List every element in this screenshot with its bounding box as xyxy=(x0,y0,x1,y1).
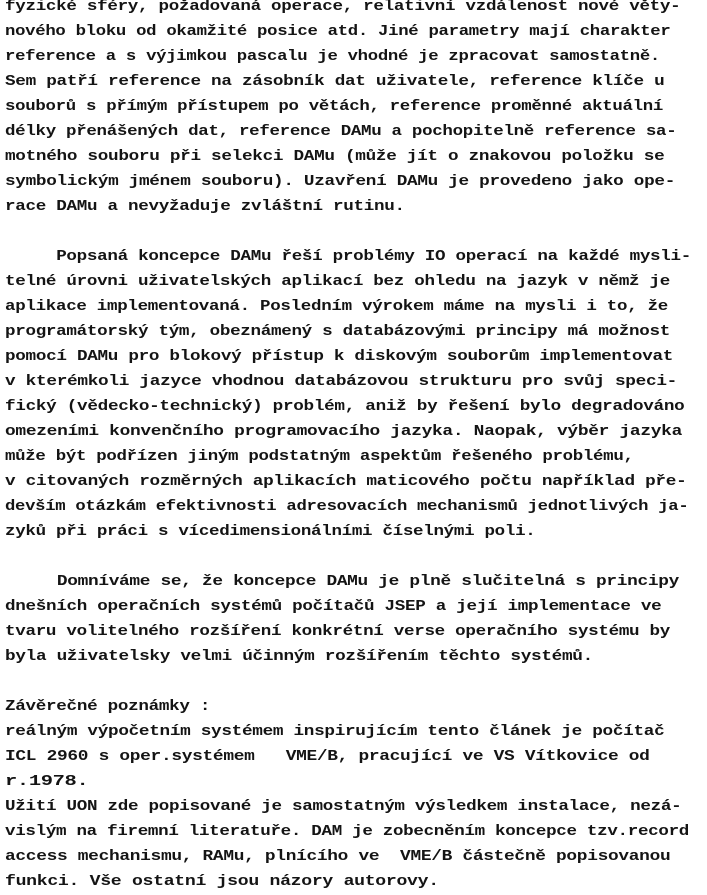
text-line: access mechanismu, RAMu, plnícího ve VME/B částečně popisovanou xyxy=(5,849,671,865)
text-line: programátorský tým, obeznámený s databázovými principy má možnost xyxy=(5,324,670,340)
text-line: může být podřízen jiným podstatným aspektům řešeného problému, xyxy=(5,449,634,465)
text-line: délky přenášených dat, reference DAMu a pochopitelně reference sa- xyxy=(5,124,677,140)
text-line: dnešních operačních systémů počítačů JSEP a její implementace ve xyxy=(5,599,662,615)
text-line: r.1978. xyxy=(5,774,89,790)
text-line: symbolickým jménem souboru). Uzavření DAMu je provedeno jako ope- xyxy=(5,174,676,190)
text-line: Sem patří reference na zásobník dat uživatele, reference klíče u xyxy=(5,74,665,90)
text-line: motného souboru při selekci DAMu (může jít o znakovou položku se xyxy=(5,149,665,165)
text-line: reference a s výjimkou pascalu je vhodné je zpracovat samostatně. xyxy=(5,49,660,65)
text-line: pomocí DAMu pro blokový přístup k diskovým souborům implementovat xyxy=(5,349,674,365)
text-line: omezeními konvenčního programovacího jazyka. Naopak, výběr jazyka xyxy=(5,424,682,440)
text-line: funkci. Vše ostatní jsou názory autorovy. xyxy=(5,874,439,890)
text-line: nového bloku od okamžité posice atd. Jiné parametry mají charakter xyxy=(5,24,671,40)
text-line: Domníváme se, že koncepce DAMu je plně slučitelná s principy xyxy=(5,574,679,590)
text-line: race DAMu a nevyžaduje zvláštní rutinu. xyxy=(5,199,405,215)
text-line: souborů s přímým přístupem po větách, reference proměnné aktuální xyxy=(5,99,664,115)
text-line: zyků při práci s vícedimensionálními číselnými poli. xyxy=(5,524,536,540)
text-line: v kterémkoli jazyce vhodnou databázovou strukturu pro svůj speci- xyxy=(5,374,678,390)
text-line: byla uživatelsky velmi účinným rozšířením těchto systémů. xyxy=(5,649,593,665)
text-line: fický (vědecko-technický) problém, aniž by řešení bylo degradováno xyxy=(5,399,685,415)
text-line: fyzické sféry, požadovaná operace, relativní vzdálenost nové věty- xyxy=(5,0,681,15)
text-line: Popsaná koncepce DAMu řeší problémy IO operací na každé mysli- xyxy=(5,249,692,265)
text-line: telné úrovni uživatelských aplikací bez ohledu na jazyk v němž je xyxy=(5,274,670,290)
text-line: aplikace implementovaná. Posledním výrokem máme na mysli i to, že xyxy=(5,299,668,315)
text-line: devším otázkám efektivnosti adresovacích mechanismů jednotlivých ja- xyxy=(5,499,689,515)
text-line: Užití UON zde popisované je samostatným výsledkem instalace, nezá- xyxy=(5,799,682,815)
text-line: ICL 2960 s oper.systémem VME/B, pracující ve VS Vítkovice od xyxy=(5,749,650,765)
text-line: v citovaných rozměrných aplikacích maticového počtu například pře- xyxy=(5,474,687,490)
text-line: reálným výpočetním systémem inspirujícím tento článek je počítač xyxy=(5,724,665,740)
text-line: vislým na firemní literatuře. DAM je zobecněním koncepce tzv.record xyxy=(5,824,690,840)
text-line: tvaru volitelného rozšíření konkrétní verse operačního systému by xyxy=(5,624,670,640)
notes-heading: Závěrečné poznámky : xyxy=(5,699,211,715)
